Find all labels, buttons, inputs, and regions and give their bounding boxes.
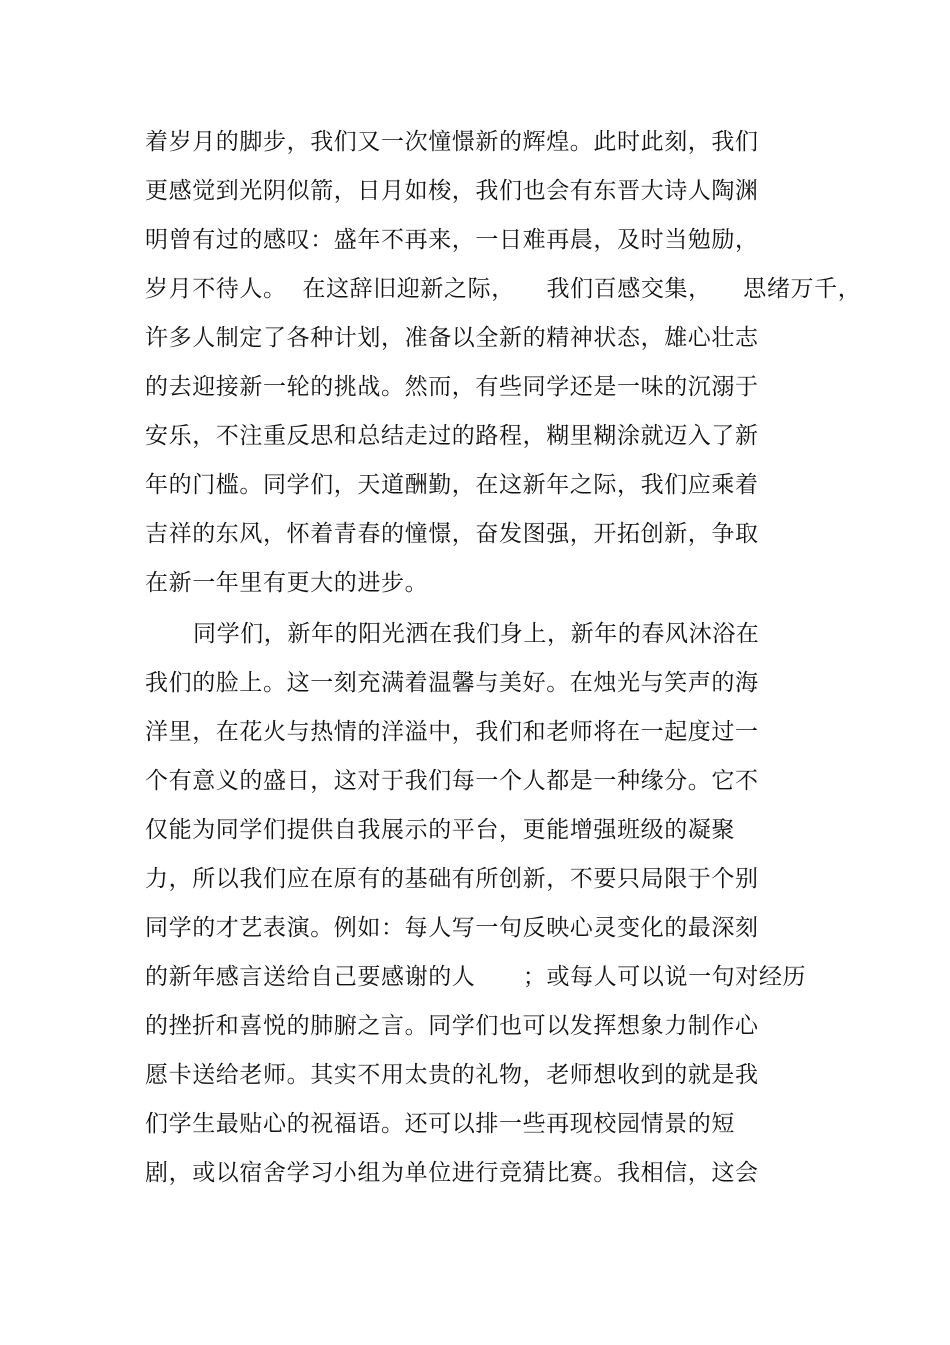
text-line: 洋里，在花火与热情的洋溢中，我们和老师将在一起度过一: [145, 719, 759, 745]
text-line: 同学的才艺表演。例如：每人写一句反映心灵变化的最深刻: [145, 915, 759, 941]
text-line: 个有意义的盛日，这对于我们每一个人都是一种缘分。它不: [145, 768, 759, 794]
text-line: 我们的脸上。这一刻充满着温馨与美好。在烛光与笑声的海: [145, 670, 759, 696]
text-line: 在新一年里有更大的进步。: [145, 570, 429, 596]
text-line: 的新年感言送给自己要感谢的人 ；或每人可以说一句对经历: [145, 964, 807, 990]
text-line: 年的门槛。同学们，天道酬勤，在这新年之际，我们应乘着: [145, 472, 759, 498]
text-line: 的去迎接新一轮的挑战。然而，有些同学还是一味的沉溺于: [145, 374, 759, 400]
text-line: 更感觉到光阴似箭，日月如梭，我们也会有东晋大诗人陶渊: [145, 178, 759, 204]
paragraph-first-line: 同学们，新年的阳光洒在我们身上，新年的春风沐浴在: [193, 621, 760, 647]
text-line: 岁月不待人。 在这辞旧迎新之际， 我们百感交集， 思绪万千，: [145, 276, 862, 302]
text-line: 剧，或以宿舍学习小组为单位进行竞猜比赛。我相信，这会: [145, 1160, 759, 1186]
text-line: 吉祥的东风，怀着青春的憧憬，奋发图强，开拓创新，争取: [145, 521, 759, 547]
text-line: 愿卡送给老师。其实不用太贵的礼物，老师想收到的就是我: [145, 1062, 759, 1088]
text-line: 力，所以我们应在原有的基础有所创新，不要只局限于个别: [145, 866, 759, 892]
text-line: 们学生最贴心的祝福语。还可以排一些再现校园情景的短: [145, 1111, 735, 1137]
text-line: 的挫折和喜悦的肺腑之言。同学们也可以发挥想象力制作心: [145, 1013, 759, 1039]
text-line: 着岁月的脚步，我们又一次憧憬新的辉煌。此时此刻，我们: [145, 129, 759, 155]
text-line: 安乐，不注重反思和总结走过的路程，糊里糊涂就迈入了新: [145, 423, 759, 449]
text-line: 仅能为同学们提供自我展示的平台，更能增强班级的凝聚: [145, 817, 735, 843]
text-line: 明曾有过的感叹：盛年不再来，一日难再晨，及时当勉励，: [145, 227, 759, 253]
text-line: 许多人制定了各种计划，准备以全新的精神状态，雄心壮志: [145, 325, 759, 351]
